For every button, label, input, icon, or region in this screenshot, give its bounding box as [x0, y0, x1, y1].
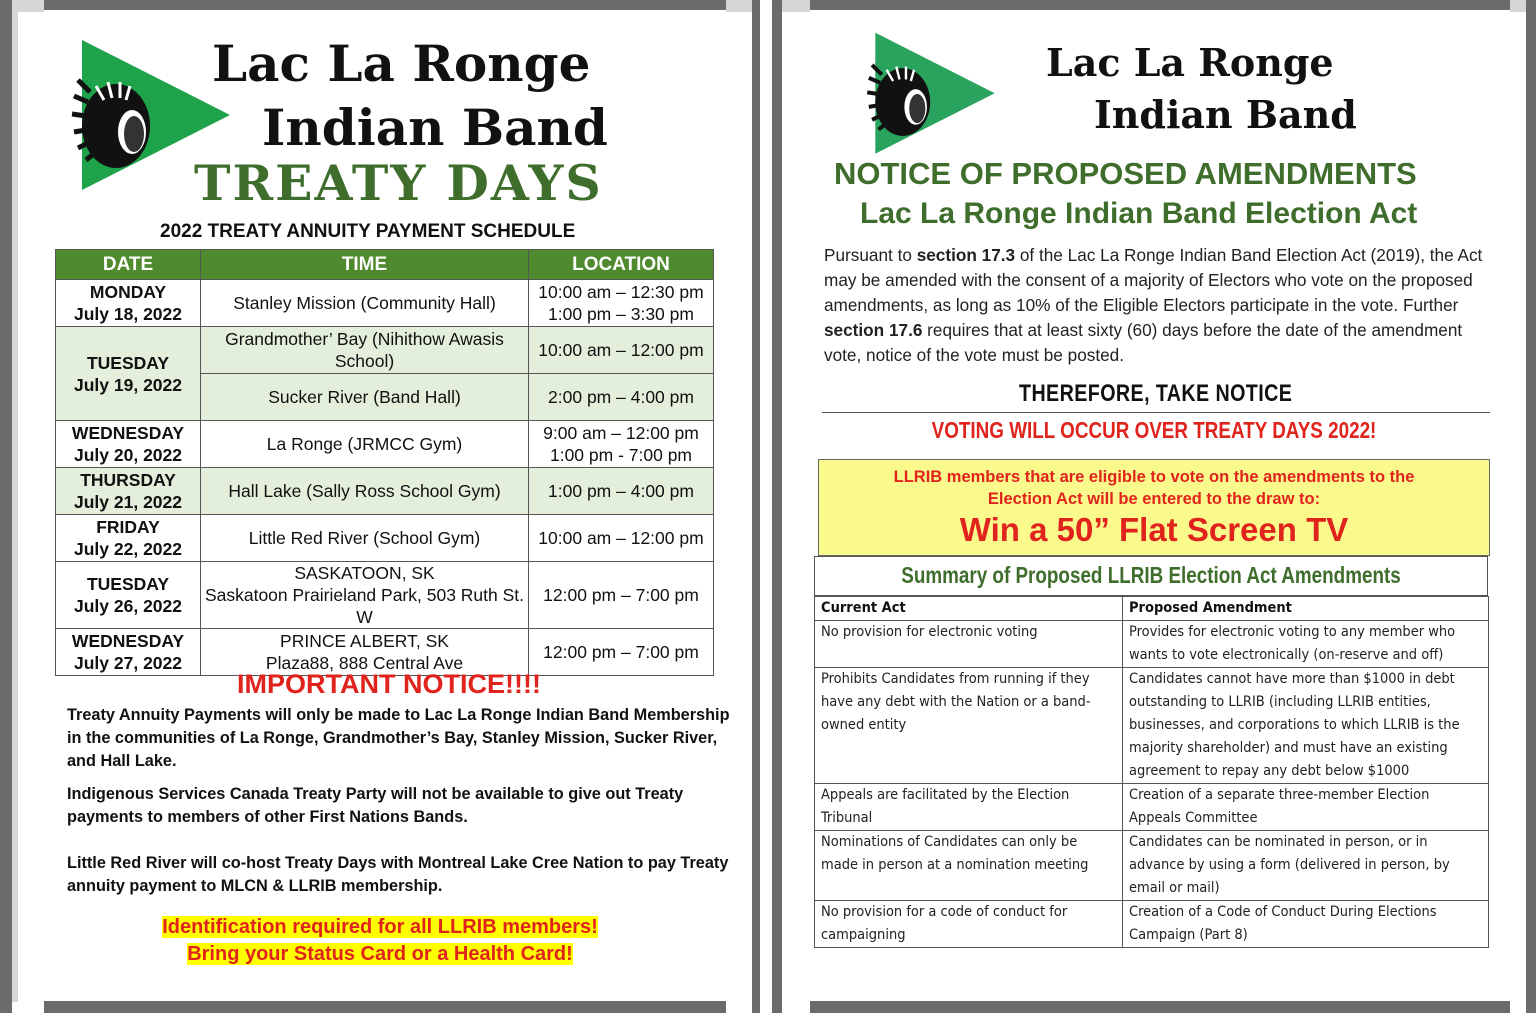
time-cell — [529, 421, 714, 468]
section-ref: section 17.6 — [824, 320, 923, 340]
column-header: Proposed Amendment — [1123, 597, 1489, 621]
event-title: TREATY DAYS — [194, 154, 603, 212]
summary-title-box — [814, 556, 1488, 596]
band-logo — [864, 32, 998, 156]
voting-announcement: VOTING WILL OCCUR OVER TREATY DAYS 2022! — [931, 417, 1377, 443]
date-label: July 18, 2022 — [74, 304, 182, 324]
frame-corner — [782, 0, 810, 12]
schedule-title: 2022 TREATY ANNUITY PAYMENT SCHEDULE — [160, 221, 576, 242]
column-header: DATE — [56, 250, 201, 280]
place-cell — [201, 562, 529, 629]
frame-left — [772, 0, 782, 1013]
table-row — [56, 280, 714, 327]
table-row — [815, 831, 1489, 901]
table-header-row — [815, 597, 1489, 621]
notice-subheading: Lac La Ronge Indian Band Election Act — [860, 197, 1418, 230]
frame-corner — [12, 0, 44, 12]
notice-paragraph: Treaty Annuity Payments will only be made to Lac La Ronge Indian Band Membership in the communities of La Ronge, Grandmother’s Bay, Stanley Mission, Sucker River, and Hall Lake. — [67, 706, 730, 770]
time-label: 9:00 am – 12:00 pm — [543, 423, 699, 443]
place-cell: Little Red River (School Gym) — [201, 515, 529, 562]
time-cell: 2:00 pm – 4:00 pm — [529, 374, 714, 421]
proposed-cell: Provides for electronic voting to any member who wants to vote electronically (on-reserve and off) — [1123, 621, 1489, 668]
payment-schedule-table — [55, 249, 714, 676]
promo-line: LLRIB members that are eligible to vote on the amendments to the — [893, 468, 1415, 486]
table-row — [56, 468, 714, 515]
notice-paragraph: Indigenous Services Canada Treaty Party will not be available to give out Treaty payments to members of other First Nations Bands. — [67, 785, 684, 826]
date-label: July 26, 2022 — [74, 596, 182, 616]
date-cell — [56, 468, 201, 515]
place-label: Plaza88, 888 Central Ave — [265, 653, 464, 673]
place-cell: La Ronge (JRMCC Gym) — [201, 421, 529, 468]
table-row — [815, 621, 1489, 668]
place-cell: Hall Lake (Sally Ross School Gym) — [201, 468, 529, 515]
id-requirement — [0, 914, 760, 968]
day-label: WEDNESDAY — [71, 423, 185, 443]
day-label: WEDNESDAY — [71, 631, 185, 651]
para-text: requires that at least sixty (60) days before the date of the amendment vote, notice of the vote must be posted. — [824, 320, 1463, 365]
band-name-line2: Indian Band — [262, 98, 608, 157]
day-label: FRIDAY — [96, 517, 160, 537]
id-line: Bring your Status Card or a Health Card! — [187, 943, 573, 965]
place-cell: Sucker River (Band Hall) — [201, 374, 529, 421]
date-label: July 19, 2022 — [74, 374, 182, 395]
para-text: Pursuant to — [824, 245, 917, 265]
time-label: 1:00 pm - 7:00 pm — [549, 445, 693, 465]
time-cell: 10:00 am – 12:00 pm — [529, 515, 714, 562]
table-row — [56, 515, 714, 562]
band-name-line1: Lac La Ronge — [212, 34, 591, 93]
notice-paragraph — [824, 243, 1492, 368]
time-cell: 10:00 am – 12:00 pm — [529, 327, 714, 374]
table-row — [815, 668, 1489, 784]
time-cell: 12:00 pm – 7:00 pm — [529, 629, 714, 676]
promo-line: Election Act will be entered to the draw to: — [987, 490, 1321, 508]
frame-bottom — [44, 1001, 726, 1013]
summary-title: Summary of Proposed LLRIB Election Act Amendments — [901, 562, 1401, 588]
day-label: TUESDAY — [86, 352, 169, 373]
time-cell: 1:00 pm – 4:00 pm — [529, 468, 714, 515]
therefore-heading: THEREFORE, TAKE NOTICE — [1019, 380, 1293, 407]
date-label: July 27, 2022 — [74, 653, 182, 673]
proposed-cell: Candidates cannot have more than $1000 in debt outstanding to LLRIB (including LLRIB entities, businesses, and corporations to which LLRIB is the majority shareholder) and must have an existing agreement to repay any debt below $1000 — [1123, 668, 1489, 784]
date-label: July 22, 2022 — [74, 539, 182, 559]
divider — [822, 412, 1490, 413]
para-text: of the Lac La Ronge Indian Band Election Act (2019), the Act may be amended with the consent of a majority of Electors who vote on the proposed amendments, as long as 10% of the Eligible Electors participate in the vote. Further — [824, 245, 1483, 315]
day-label: TUESDAY — [86, 574, 169, 594]
date-cell — [56, 515, 201, 562]
frame-top — [810, 0, 1510, 10]
proposed-cell: Creation of a separate three-member Election Appeals Committee — [1123, 784, 1489, 831]
table-row — [56, 562, 714, 629]
table-row — [815, 784, 1489, 831]
day-label: THURSDAY — [80, 470, 176, 490]
amendments-table — [814, 596, 1489, 948]
proposed-cell: Creation of a Code of Conduct During Elections Campaign (Part 8) — [1123, 901, 1489, 948]
place-cell: Grandmother’ Bay (Nihithow Awasis School) — [201, 327, 529, 374]
column-header: LOCATION — [529, 250, 714, 280]
time-label: 10:00 am – 12:30 pm — [538, 282, 704, 302]
promo-box — [818, 459, 1490, 556]
time-cell — [529, 280, 714, 327]
frame-corner-right — [1510, 0, 1526, 12]
proposed-cell: Candidates can be nominated in person, or in advance by using a form (delivered in person, by email or mail) — [1123, 831, 1489, 901]
treaty-days-flyer — [0, 0, 760, 1013]
date-cell — [56, 327, 201, 421]
frame-inner-left — [12, 12, 18, 1002]
place-cell: Stanley Mission (Community Hall) — [201, 280, 529, 327]
time-cell: 12:00 pm – 7:00 pm — [529, 562, 714, 629]
band-name-line1: Lac La Ronge — [1046, 40, 1334, 85]
date-cell — [56, 421, 201, 468]
table-header-row — [56, 250, 714, 280]
column-header: Current Act — [815, 597, 1123, 621]
current-cell: Nominations of Candidates can only be made in person at a nomination meeting — [815, 831, 1123, 901]
current-cell: Appeals are facilitated by the Election Tribunal — [815, 784, 1123, 831]
date-label: July 21, 2022 — [74, 492, 182, 512]
date-cell — [56, 629, 201, 676]
id-line: Identification required for all LLRIB members! — [162, 916, 598, 938]
date-cell — [56, 280, 201, 327]
table-row — [56, 327, 714, 374]
frame-left — [0, 0, 12, 1013]
frame-right — [752, 0, 760, 1013]
section-ref: section 17.3 — [916, 245, 1016, 265]
place-label: PRINCE ALBERT, SK — [280, 631, 449, 651]
place-label: Saskatoon Prairieland Park, 503 Ruth St. W — [204, 585, 525, 627]
current-cell: No provision for a code of conduct for campaigning — [815, 901, 1123, 948]
day-label: MONDAY — [89, 282, 167, 302]
table-row — [56, 421, 714, 468]
time-label: 1:00 pm – 3:30 pm — [548, 304, 694, 324]
date-label: July 20, 2022 — [74, 445, 182, 465]
table-row — [815, 901, 1489, 948]
place-label: SASKATOON, SK — [294, 563, 435, 583]
frame-bottom — [810, 1001, 1510, 1013]
frame-right — [1526, 0, 1536, 1013]
promo-prize: Win a 50” Flat Screen TV — [959, 511, 1349, 548]
important-notice-title: IMPORTANT NOTICE!!!! — [237, 669, 541, 699]
date-cell — [56, 562, 201, 629]
current-cell: Prohibits Candidates from running if they have any debt with the Nation or a band-owned entity — [815, 668, 1123, 784]
column-header: TIME — [201, 250, 529, 280]
frame-corner-right — [726, 0, 752, 12]
band-name-line2: Indian Band — [1094, 92, 1357, 137]
notice-heading: NOTICE OF PROPOSED AMENDMENTS — [834, 156, 1417, 191]
notice-paragraph: Little Red River will co-host Treaty Days with Montreal Lake Cree Nation to pay Treaty annuity payment to MLCN & LLRIB membership. — [67, 854, 729, 895]
frame-top — [44, 0, 726, 10]
current-cell: No provision for electronic voting — [815, 621, 1123, 668]
